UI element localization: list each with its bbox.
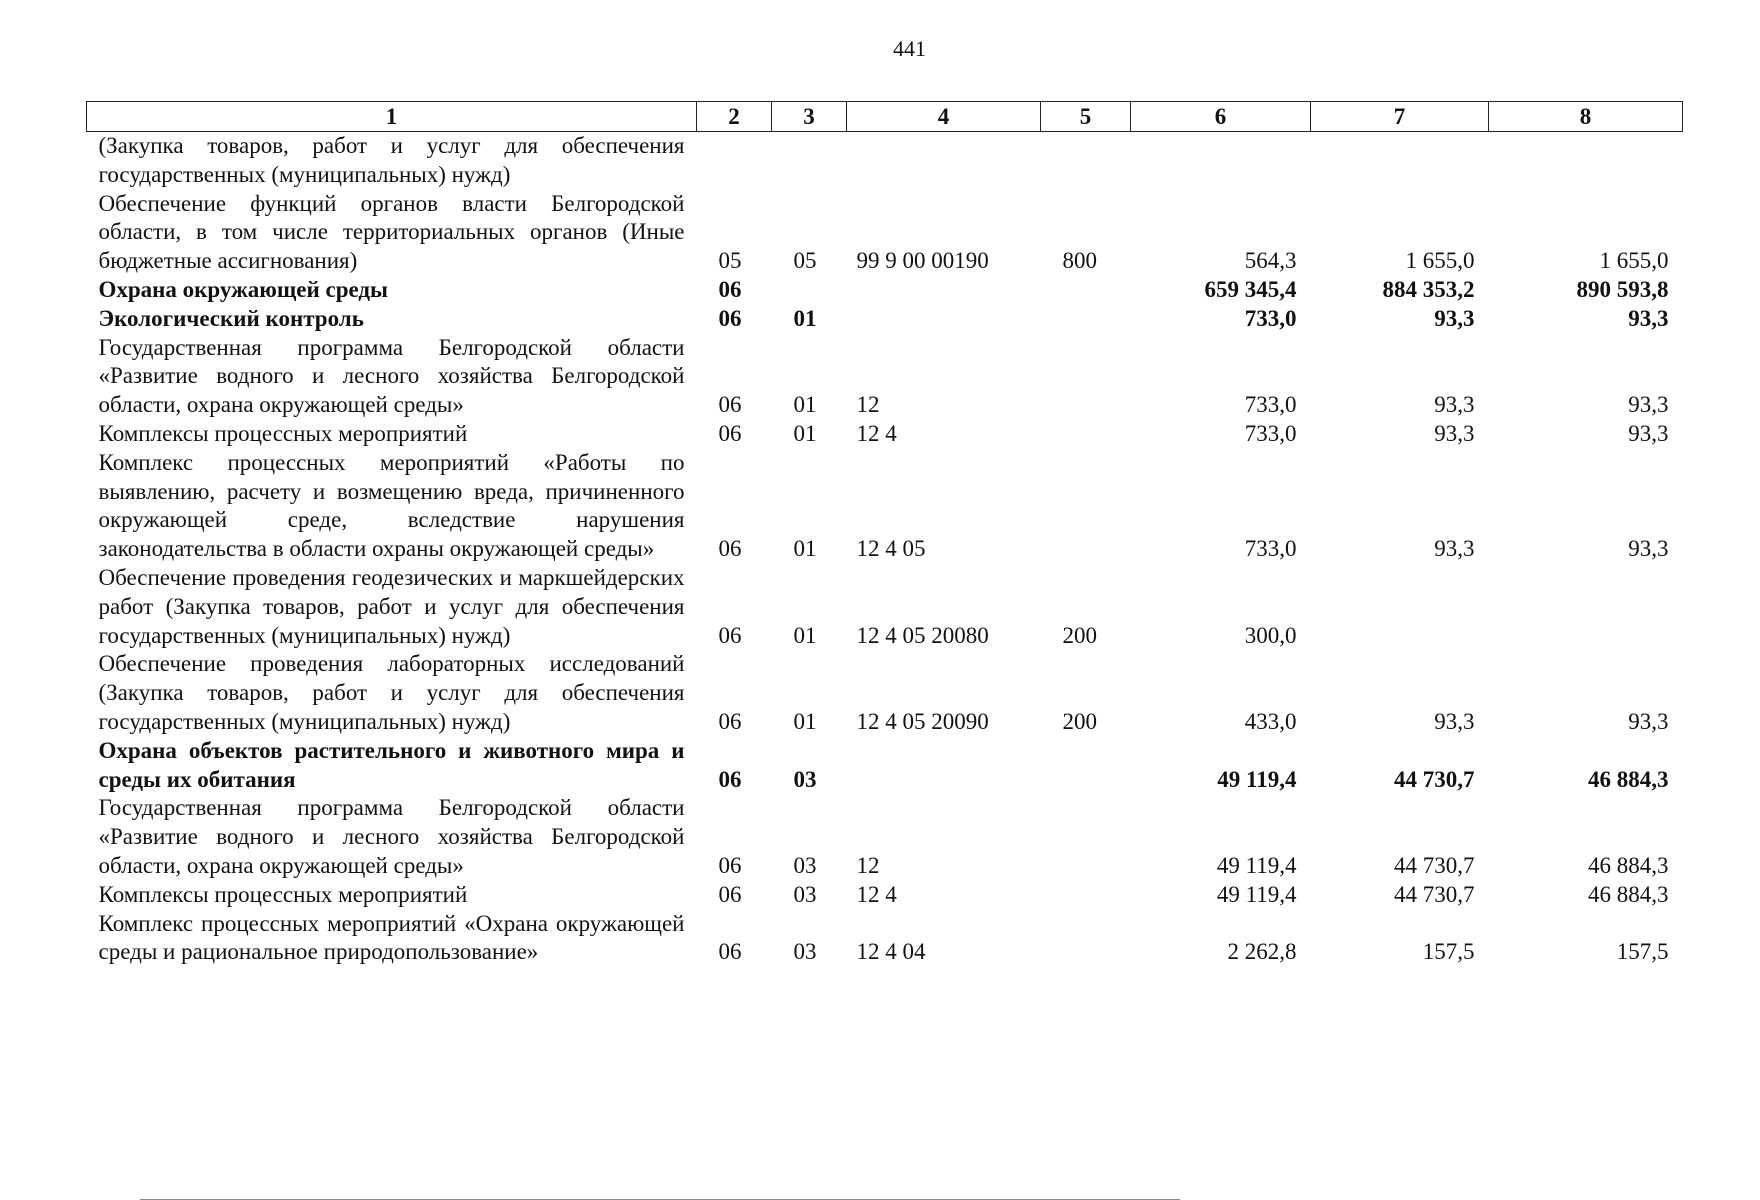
table-row [87, 564, 1683, 650]
budget-table [86, 101, 1683, 967]
cell-subsection [772, 276, 847, 305]
cell-expense-type [1041, 420, 1131, 449]
cell-expense-type: 200 [1062, 708, 1097, 734]
table-row [87, 334, 1683, 420]
cell-year-2: 44 730,7 [1394, 881, 1475, 907]
cell-year-2: 1 655,0 [1405, 248, 1475, 274]
cell-target-code [847, 305, 1041, 334]
cell-year-3: 890 593,8 [1576, 276, 1669, 302]
cell-expense-type [1041, 737, 1131, 795]
cell-section: 06 [718, 420, 742, 446]
cell-section: 06 [718, 852, 742, 878]
cell-year-2 [1311, 132, 1489, 190]
cell-year-1: 2 262,8 [1227, 939, 1297, 965]
cell-year-1: 300,0 [1244, 622, 1297, 648]
table-row [87, 132, 1683, 190]
cell-year-2: 93,3 [1434, 392, 1475, 418]
cell-target-code: 12 4 05 20090 [856, 708, 989, 734]
cell-target-code: 12 [856, 392, 880, 418]
table-row [87, 910, 1683, 968]
cell-section: 06 [718, 622, 742, 648]
cell-year-1: 49 119,4 [1216, 852, 1297, 878]
cell-year-3: 46 884,3 [1588, 766, 1669, 792]
cell-year-3: 1 655,0 [1599, 248, 1669, 274]
cell-name: Обеспечение функций органов власти Белгородской области, в том числе территориальных органов (Иные бюджетные ассигнования) [98, 190, 685, 274]
cell-section: 06 [718, 392, 742, 418]
cell-year-1: 733,0 [1244, 536, 1297, 562]
table-row [87, 420, 1683, 449]
cell-expense-type: 800 [1062, 248, 1097, 274]
table-row [87, 737, 1683, 795]
cell-target-code: 12 4 05 20080 [856, 622, 989, 648]
cell-expense-type [1041, 881, 1131, 910]
cell-target-code [847, 132, 1041, 190]
header-cell-year-3: 8 [1489, 102, 1683, 132]
cell-section [697, 132, 772, 190]
cell-target-code: 12 4 05 [856, 536, 926, 562]
cell-expense-type [1041, 794, 1131, 880]
cell-subsection: 01 [793, 536, 817, 562]
cell-subsection: 03 [793, 766, 817, 792]
page-number: 441 [893, 36, 926, 61]
cell-name: Комплексы процессных мероприятий [98, 420, 468, 446]
cell-section: 06 [718, 708, 742, 734]
table-row [87, 449, 1683, 564]
cell-subsection: 03 [793, 939, 817, 965]
cell-year-2: 93,3 [1434, 708, 1475, 734]
cell-subsection: 05 [793, 248, 817, 274]
cell-section: 06 [718, 305, 742, 331]
header-cell-expense-type: 5 [1041, 102, 1131, 132]
cell-year-1: 433,0 [1244, 708, 1297, 734]
cell-year-1: 564,3 [1244, 248, 1297, 274]
cell-expense-type [1041, 334, 1131, 420]
cell-year-1: 733,0 [1244, 392, 1297, 418]
cell-expense-type [1041, 276, 1131, 305]
cell-year-2: 157,5 [1422, 939, 1475, 965]
cell-expense-type: 200 [1062, 622, 1097, 648]
cell-expense-type [1041, 449, 1131, 564]
header-row [87, 102, 1683, 132]
cell-year-2: 93,3 [1434, 420, 1475, 446]
cell-year-2 [1311, 564, 1489, 650]
cell-subsection: 01 [793, 622, 817, 648]
cell-subsection: 01 [793, 420, 817, 446]
cell-subsection [772, 132, 847, 190]
cell-section: 06 [718, 881, 742, 907]
header-cell-section: 2 [697, 102, 772, 132]
cell-year-3: 46 884,3 [1588, 852, 1669, 878]
cell-year-1: 49 119,4 [1217, 766, 1297, 792]
cell-year-3: 93,3 [1628, 420, 1669, 446]
cell-expense-type [1041, 132, 1131, 190]
table-row [87, 794, 1683, 880]
cell-year-3 [1489, 132, 1683, 190]
cell-name: Экологический контроль [98, 305, 364, 331]
cell-name: Комплекс процессных мероприятий «Работы по выявлению, расчету и возмещению вреда, причиненного окружающей среде, вследствие нарушения законодательства в области охраны окружающей среды» [98, 449, 685, 562]
header-cell-year-1: 6 [1131, 102, 1311, 132]
cell-year-3: 157,5 [1616, 939, 1669, 965]
cell-year-3 [1489, 564, 1683, 650]
cell-year-3: 93,3 [1628, 536, 1669, 562]
cell-year-2: 93,3 [1434, 305, 1475, 331]
cell-year-2: 44 730,7 [1394, 852, 1475, 878]
cell-name: (Закупка товаров, работ и услуг для обеспечения государственных (муниципальных) нужд) [98, 133, 685, 187]
cell-name: Комплексы процессных мероприятий [98, 881, 468, 907]
cell-year-1: 659 345,4 [1204, 276, 1297, 302]
cell-target-code [847, 276, 1041, 305]
cell-year-1 [1131, 132, 1311, 190]
table-row [87, 190, 1683, 276]
cell-year-1: 733,0 [1244, 305, 1297, 331]
table-row [87, 305, 1683, 334]
table-row [87, 881, 1683, 910]
cell-year-1: 49 119,4 [1216, 881, 1297, 907]
table-row [87, 276, 1683, 305]
cell-year-3: 93,3 [1628, 392, 1669, 418]
header-cell-subsection: 3 [772, 102, 847, 132]
cell-name: Обеспечение проведения геодезических и маркшейдерских работ (Закупка товаров, работ и услуг для обеспечения государственных (муниципальных) нужд) [98, 564, 685, 648]
table-row [87, 650, 1683, 736]
cell-target-code: 12 4 [856, 420, 897, 446]
cell-section: 06 [718, 276, 742, 302]
cell-name: Охрана окружающей среды [98, 276, 388, 302]
cell-expense-type [1041, 910, 1131, 968]
cell-year-2: 884 353,2 [1382, 276, 1475, 302]
header-cell-target-code: 4 [847, 102, 1041, 132]
cell-name: Комплекс процессных мероприятий «Охрана окружающей среды и рациональное природопользование» [98, 910, 685, 965]
cell-year-3: 46 884,3 [1588, 881, 1669, 907]
cell-section: 06 [718, 766, 742, 792]
cell-year-2: 44 730,7 [1394, 766, 1475, 792]
cell-name: Государственная программа Белгородской области «Развитие водного и лесного хозяйства Белгородской области, охрана окружающей среды» [98, 795, 685, 878]
cell-year-2: 93,3 [1434, 536, 1475, 562]
cell-section: 05 [718, 248, 742, 274]
cell-name: Обеспечение проведения лабораторных исследований (Закупка товаров, работ и услуг для обеспечения государственных (муниципальных) нужд) [98, 651, 685, 734]
cell-target-code: 12 4 [856, 881, 897, 907]
cell-name: Государственная программа Белгородской области «Развитие водного и лесного хозяйства Белгородской области, охрана окружающей среды» [98, 334, 685, 418]
cell-subsection: 01 [793, 708, 817, 734]
cell-section: 06 [718, 536, 742, 562]
cell-year-3: 93,3 [1628, 708, 1669, 734]
cell-target-code [847, 737, 1041, 795]
cell-target-code: 12 4 04 [856, 939, 926, 965]
cell-name: Охрана объектов растительного и животного мира и среды их обитания [98, 737, 685, 792]
cell-year-1: 733,0 [1244, 420, 1297, 446]
cell-section: 06 [718, 939, 742, 965]
cell-year-3: 93,3 [1628, 305, 1669, 331]
cell-subsection: 03 [793, 852, 817, 878]
cell-target-code: 12 [856, 852, 880, 878]
cell-subsection: 01 [793, 305, 817, 331]
cell-subsection: 01 [793, 392, 817, 418]
cell-target-code: 99 9 00 00190 [856, 248, 989, 274]
header-cell-name: 1 [87, 102, 697, 132]
header-cell-year-2: 7 [1311, 102, 1489, 132]
cell-subsection: 03 [793, 881, 817, 907]
cell-expense-type [1041, 305, 1131, 334]
